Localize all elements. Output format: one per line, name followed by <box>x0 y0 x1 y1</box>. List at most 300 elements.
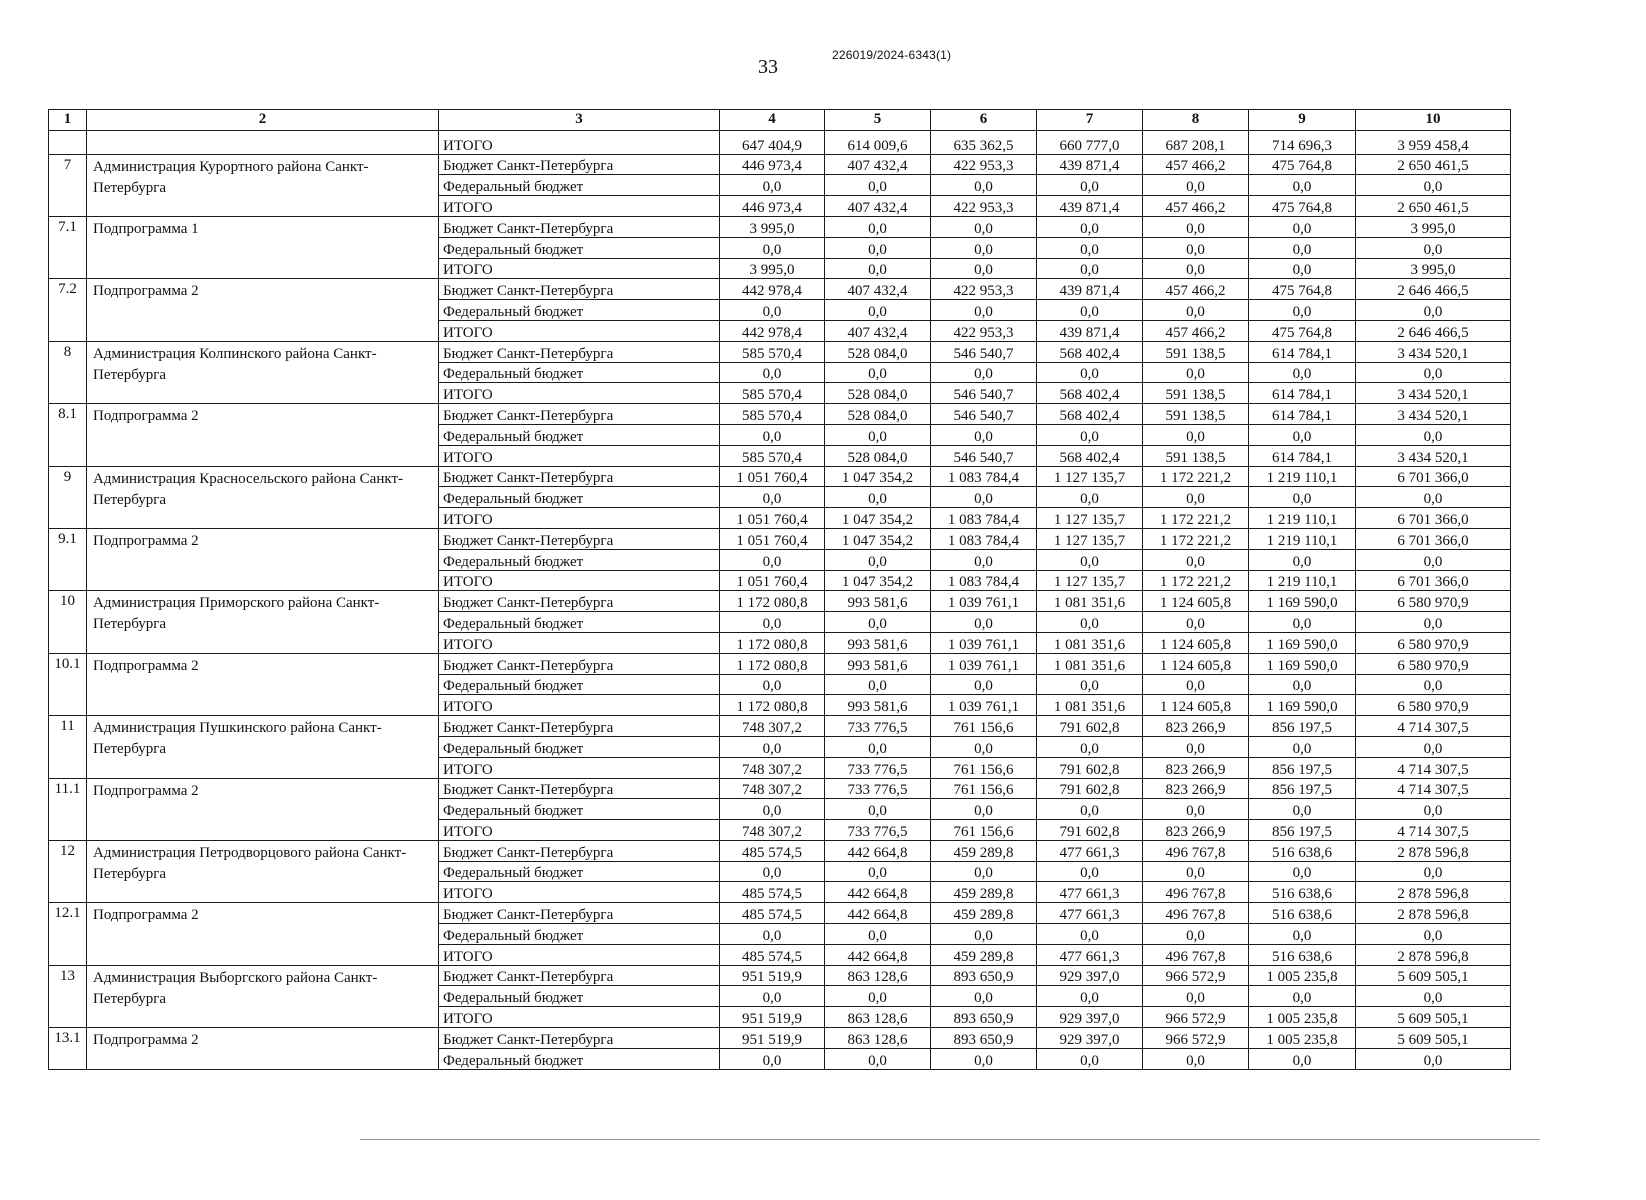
amount-cell: 442 978,4 <box>720 279 825 300</box>
entity-name: Подпрограмма 2 <box>87 279 439 341</box>
amount-cell: 591 138,5 <box>1143 383 1249 404</box>
amount-cell: 0,0 <box>931 986 1037 1007</box>
amount-cell: 516 638,6 <box>1249 903 1356 924</box>
amount-cell: 1 124 605,8 <box>1143 591 1249 612</box>
amount-cell: 1 172 221,2 <box>1143 508 1249 529</box>
amount-cell: 614 784,1 <box>1249 404 1356 425</box>
entity-name: Администрация Выборгского района Санкт-Петербурга <box>87 965 439 1027</box>
row-number: 11 <box>49 716 87 778</box>
amount-cell: 0,0 <box>825 487 931 508</box>
amount-cell: 585 570,4 <box>720 341 825 362</box>
amount-cell: 4 714 307,5 <box>1356 757 1511 778</box>
amount-cell: 459 289,8 <box>931 944 1037 965</box>
amount-cell: 0,0 <box>720 799 825 820</box>
amount-cell: 2 878 596,8 <box>1356 840 1511 861</box>
table-row <box>49 778 1511 799</box>
amount-cell: 863 128,6 <box>825 965 931 986</box>
table-row <box>49 279 1511 300</box>
funding-source: ИТОГО <box>439 196 720 217</box>
amount-cell: 0,0 <box>1356 799 1511 820</box>
amount-cell: 0,0 <box>1356 237 1511 258</box>
amount-cell: 0,0 <box>825 924 931 945</box>
amount-cell: 585 570,4 <box>720 383 825 404</box>
amount-cell: 966 572,9 <box>1143 1028 1249 1049</box>
document-id: 226019/2024-6343(1) <box>832 48 952 62</box>
row-number: 8.1 <box>49 404 87 466</box>
amount-cell: 422 953,3 <box>931 154 1037 175</box>
amount-cell: 0,0 <box>1249 799 1356 820</box>
amount-cell: 993 581,6 <box>825 591 931 612</box>
funding-source: Бюджет Санкт-Петербурга <box>439 341 720 362</box>
amount-cell: 0,0 <box>1249 612 1356 633</box>
entity-name: Администрация Петродворцового района Санкт-Петербурга <box>87 840 439 902</box>
table-row <box>49 965 1511 986</box>
page-number: 33 <box>758 56 778 78</box>
funding-source: Федеральный бюджет <box>439 612 720 633</box>
amount-cell: 0,0 <box>825 424 931 445</box>
amount-cell: 761 156,6 <box>931 716 1037 737</box>
amount-cell: 516 638,6 <box>1249 882 1356 903</box>
funding-source: ИТОГО <box>439 570 720 591</box>
amount-cell: 496 767,8 <box>1143 903 1249 924</box>
funding-source: ИТОГО <box>439 820 720 841</box>
funding-source: Федеральный бюджет <box>439 362 720 383</box>
column-header: 10 <box>1356 110 1511 131</box>
funding-source: Федеральный бюджет <box>439 237 720 258</box>
amount-cell: 660 777,0 <box>1037 130 1143 154</box>
row-number: 13 <box>49 965 87 1027</box>
amount-cell: 442 664,8 <box>825 903 931 924</box>
amount-cell: 439 871,4 <box>1037 196 1143 217</box>
amount-cell: 733 776,5 <box>825 757 931 778</box>
amount-cell: 439 871,4 <box>1037 154 1143 175</box>
amount-cell: 546 540,7 <box>931 445 1037 466</box>
amount-cell: 477 661,3 <box>1037 903 1143 924</box>
table-row <box>49 130 1511 154</box>
amount-cell: 856 197,5 <box>1249 820 1356 841</box>
funding-source: Бюджет Санкт-Петербурга <box>439 404 720 425</box>
amount-cell: 0,0 <box>1037 258 1143 279</box>
amount-cell: 475 764,8 <box>1249 320 1356 341</box>
amount-cell: 966 572,9 <box>1143 965 1249 986</box>
amount-cell: 1 219 110,1 <box>1249 466 1356 487</box>
amount-cell: 0,0 <box>1356 986 1511 1007</box>
amount-cell: 0,0 <box>1143 258 1249 279</box>
amount-cell: 422 953,3 <box>931 196 1037 217</box>
column-header: 3 <box>439 110 720 131</box>
amount-cell: 475 764,8 <box>1249 154 1356 175</box>
entity-name: Администрация Курортного района Санкт-Петербурга <box>87 154 439 216</box>
amount-cell: 516 638,6 <box>1249 944 1356 965</box>
amount-cell: 761 156,6 <box>931 757 1037 778</box>
funding-source: ИТОГО <box>439 757 720 778</box>
amount-cell: 3 995,0 <box>1356 258 1511 279</box>
amount-cell: 1 172 080,8 <box>720 591 825 612</box>
amount-cell: 0,0 <box>1143 175 1249 196</box>
amount-cell: 0,0 <box>1143 861 1249 882</box>
funding-source: Бюджет Санкт-Петербурга <box>439 653 720 674</box>
amount-cell: 4 714 307,5 <box>1356 820 1511 841</box>
amount-cell: 0,0 <box>1249 175 1356 196</box>
funding-source: Бюджет Санкт-Петербурга <box>439 1028 720 1049</box>
funding-source: Бюджет Санкт-Петербурга <box>439 216 720 237</box>
amount-cell: 1 219 110,1 <box>1249 528 1356 549</box>
amount-cell: 893 650,9 <box>931 1028 1037 1049</box>
amount-cell: 2 878 596,8 <box>1356 944 1511 965</box>
amount-cell: 3 434 520,1 <box>1356 341 1511 362</box>
amount-cell: 585 570,4 <box>720 445 825 466</box>
amount-cell: 0,0 <box>825 674 931 695</box>
amount-cell: 3 434 520,1 <box>1356 445 1511 466</box>
table-row <box>49 154 1511 175</box>
amount-cell: 0,0 <box>1143 924 1249 945</box>
amount-cell: 893 650,9 <box>931 1007 1037 1028</box>
amount-cell: 0,0 <box>931 799 1037 820</box>
amount-cell: 1 127 135,7 <box>1037 570 1143 591</box>
amount-cell: 457 466,2 <box>1143 320 1249 341</box>
amount-cell: 0,0 <box>825 300 931 321</box>
amount-cell: 1 083 784,4 <box>931 466 1037 487</box>
amount-cell: 0,0 <box>720 175 825 196</box>
amount-cell: 1 083 784,4 <box>931 508 1037 529</box>
amount-cell: 0,0 <box>1249 258 1356 279</box>
entity-name: Подпрограмма 2 <box>87 653 439 715</box>
amount-cell: 2 646 466,5 <box>1356 279 1511 300</box>
funding-source: Федеральный бюджет <box>439 861 720 882</box>
amount-cell: 442 978,4 <box>720 320 825 341</box>
funding-source: Федеральный бюджет <box>439 799 720 820</box>
amount-cell: 1 081 351,6 <box>1037 632 1143 653</box>
amount-cell: 2 878 596,8 <box>1356 882 1511 903</box>
amount-cell: 0,0 <box>1143 424 1249 445</box>
amount-cell: 3 434 520,1 <box>1356 404 1511 425</box>
row-number: 9 <box>49 466 87 528</box>
amount-cell: 1 047 354,2 <box>825 466 931 487</box>
amount-cell: 6 580 970,9 <box>1356 591 1511 612</box>
amount-cell: 496 767,8 <box>1143 882 1249 903</box>
amount-cell: 5 609 505,1 <box>1356 1007 1511 1028</box>
amount-cell: 0,0 <box>1356 924 1511 945</box>
amount-cell: 0,0 <box>931 487 1037 508</box>
row-number: 11.1 <box>49 778 87 840</box>
amount-cell: 407 432,4 <box>825 196 931 217</box>
amount-cell: 0,0 <box>1037 736 1143 757</box>
amount-cell: 0,0 <box>1143 612 1249 633</box>
row-number: 10 <box>49 591 87 653</box>
amount-cell: 1 039 761,1 <box>931 653 1037 674</box>
amount-cell: 0,0 <box>1143 674 1249 695</box>
amount-cell: 528 084,0 <box>825 341 931 362</box>
amount-cell: 6 580 970,9 <box>1356 632 1511 653</box>
amount-cell: 0,0 <box>1037 799 1143 820</box>
amount-cell: 528 084,0 <box>825 404 931 425</box>
amount-cell: 0,0 <box>931 258 1037 279</box>
amount-cell: 0,0 <box>1143 549 1249 570</box>
amount-cell: 0,0 <box>825 736 931 757</box>
amount-cell: 748 307,2 <box>720 820 825 841</box>
amount-cell: 1 051 760,4 <box>720 528 825 549</box>
amount-cell: 0,0 <box>931 424 1037 445</box>
column-header: 5 <box>825 110 931 131</box>
amount-cell: 1 172 080,8 <box>720 653 825 674</box>
amount-cell: 585 570,4 <box>720 404 825 425</box>
amount-cell: 546 540,7 <box>931 383 1037 404</box>
amount-cell: 761 156,6 <box>931 820 1037 841</box>
amount-cell: 0,0 <box>825 986 931 1007</box>
amount-cell: 0,0 <box>1037 216 1143 237</box>
amount-cell: 0,0 <box>931 216 1037 237</box>
amount-cell: 0,0 <box>1143 362 1249 383</box>
amount-cell: 0,0 <box>720 986 825 1007</box>
funding-source: Бюджет Санкт-Петербурга <box>439 591 720 612</box>
amount-cell: 0,0 <box>1143 1048 1249 1069</box>
amount-cell: 2 646 466,5 <box>1356 320 1511 341</box>
amount-cell: 0,0 <box>1037 1048 1143 1069</box>
amount-cell: 0,0 <box>1143 986 1249 1007</box>
amount-cell: 1 124 605,8 <box>1143 653 1249 674</box>
amount-cell: 714 696,3 <box>1249 130 1356 154</box>
amount-cell: 0,0 <box>825 861 931 882</box>
amount-cell: 0,0 <box>825 612 931 633</box>
table-row <box>49 216 1511 237</box>
amount-cell: 0,0 <box>1356 674 1511 695</box>
funding-source: Бюджет Санкт-Петербурга <box>439 154 720 175</box>
amount-cell: 0,0 <box>1356 549 1511 570</box>
amount-cell: 761 156,6 <box>931 778 1037 799</box>
row-number: 7 <box>49 154 87 216</box>
amount-cell: 0,0 <box>1037 861 1143 882</box>
amount-cell: 0,0 <box>1143 216 1249 237</box>
funding-source: ИТОГО <box>439 320 720 341</box>
funding-source: Бюджет Санкт-Петербурга <box>439 279 720 300</box>
amount-cell: 993 581,6 <box>825 632 931 653</box>
amount-cell: 1 219 110,1 <box>1249 570 1356 591</box>
amount-cell: 687 208,1 <box>1143 130 1249 154</box>
amount-cell: 1 039 761,1 <box>931 591 1037 612</box>
amount-cell: 0,0 <box>1037 237 1143 258</box>
amount-cell: 485 574,5 <box>720 882 825 903</box>
amount-cell: 0,0 <box>1356 175 1511 196</box>
amount-cell: 647 404,9 <box>720 130 825 154</box>
amount-cell: 1 051 760,4 <box>720 466 825 487</box>
amount-cell: 748 307,2 <box>720 778 825 799</box>
amount-cell: 568 402,4 <box>1037 404 1143 425</box>
amount-cell: 893 650,9 <box>931 965 1037 986</box>
funding-source: ИТОГО <box>439 944 720 965</box>
amount-cell: 614 784,1 <box>1249 341 1356 362</box>
amount-cell: 0,0 <box>1143 799 1249 820</box>
funding-source: ИТОГО <box>439 508 720 529</box>
amount-cell: 568 402,4 <box>1037 445 1143 466</box>
amount-cell: 1 172 080,8 <box>720 632 825 653</box>
funding-source: Бюджет Санкт-Петербурга <box>439 716 720 737</box>
amount-cell: 0,0 <box>1037 986 1143 1007</box>
amount-cell: 791 602,8 <box>1037 716 1143 737</box>
amount-cell: 823 266,9 <box>1143 778 1249 799</box>
amount-cell: 0,0 <box>1143 237 1249 258</box>
amount-cell: 1 127 135,7 <box>1037 466 1143 487</box>
column-header: 8 <box>1143 110 1249 131</box>
amount-cell: 477 661,3 <box>1037 840 1143 861</box>
funding-source: Федеральный бюджет <box>439 487 720 508</box>
amount-cell: 1 081 351,6 <box>1037 695 1143 716</box>
amount-cell: 477 661,3 <box>1037 944 1143 965</box>
amount-cell: 1 169 590,0 <box>1249 632 1356 653</box>
amount-cell: 791 602,8 <box>1037 820 1143 841</box>
column-header: 1 <box>49 110 87 131</box>
column-header: 6 <box>931 110 1037 131</box>
funding-source: Федеральный бюджет <box>439 986 720 1007</box>
entity-name: Администрация Приморского района Санкт-Петербурга <box>87 591 439 653</box>
amount-cell: 635 362,5 <box>931 130 1037 154</box>
amount-cell: 0,0 <box>931 362 1037 383</box>
amount-cell: 0,0 <box>720 612 825 633</box>
amount-cell: 496 767,8 <box>1143 840 1249 861</box>
amount-cell: 0,0 <box>1356 1048 1511 1069</box>
funding-source: Федеральный бюджет <box>439 549 720 570</box>
amount-cell: 1 083 784,4 <box>931 528 1037 549</box>
entity-name: Подпрограмма 2 <box>87 528 439 590</box>
amount-cell: 856 197,5 <box>1249 757 1356 778</box>
amount-cell: 1 169 590,0 <box>1249 653 1356 674</box>
column-number-row <box>49 110 1511 131</box>
amount-cell: 6 701 366,0 <box>1356 508 1511 529</box>
amount-cell: 0,0 <box>931 175 1037 196</box>
funding-source: Бюджет Санкт-Петербурга <box>439 466 720 487</box>
amount-cell: 1 047 354,2 <box>825 570 931 591</box>
amount-cell: 0,0 <box>1037 549 1143 570</box>
funding-source: ИТОГО <box>439 383 720 404</box>
funding-source: Бюджет Санкт-Петербурга <box>439 965 720 986</box>
funding-source: Бюджет Санкт-Петербурга <box>439 778 720 799</box>
amount-cell: 0,0 <box>1143 736 1249 757</box>
amount-cell: 929 397,0 <box>1037 1028 1143 1049</box>
funding-source: Федеральный бюджет <box>439 300 720 321</box>
funding-source: ИТОГО <box>439 632 720 653</box>
amount-cell: 485 574,5 <box>720 840 825 861</box>
row-number: 7.2 <box>49 279 87 341</box>
amount-cell: 856 197,5 <box>1249 716 1356 737</box>
amount-cell: 0,0 <box>1037 487 1143 508</box>
entity-name: Администрация Колпинского района Санкт-Петербурга <box>87 341 439 403</box>
amount-cell: 568 402,4 <box>1037 383 1143 404</box>
funding-source: Федеральный бюджет <box>439 424 720 445</box>
entity-name <box>87 130 439 154</box>
table-row <box>49 591 1511 612</box>
amount-cell: 477 661,3 <box>1037 882 1143 903</box>
amount-cell: 407 432,4 <box>825 279 931 300</box>
amount-cell: 929 397,0 <box>1037 1007 1143 1028</box>
entity-name: Администрация Пушкинского района Санкт-Петербурга <box>87 716 439 778</box>
amount-cell: 0,0 <box>1249 1048 1356 1069</box>
amount-cell: 993 581,6 <box>825 695 931 716</box>
amount-cell: 439 871,4 <box>1037 320 1143 341</box>
amount-cell: 0,0 <box>825 549 931 570</box>
amount-cell: 0,0 <box>1249 986 1356 1007</box>
amount-cell: 929 397,0 <box>1037 965 1143 986</box>
amount-cell: 528 084,0 <box>825 445 931 466</box>
amount-cell: 407 432,4 <box>825 154 931 175</box>
amount-cell: 733 776,5 <box>825 820 931 841</box>
amount-cell: 0,0 <box>1037 924 1143 945</box>
table-row <box>49 653 1511 674</box>
amount-cell: 748 307,2 <box>720 757 825 778</box>
amount-cell: 0,0 <box>1249 216 1356 237</box>
amount-cell: 0,0 <box>1356 612 1511 633</box>
funding-source: Федеральный бюджет <box>439 924 720 945</box>
amount-cell: 446 973,4 <box>720 196 825 217</box>
amount-cell: 0,0 <box>1356 487 1511 508</box>
amount-cell: 1 051 760,4 <box>720 508 825 529</box>
amount-cell: 591 138,5 <box>1143 445 1249 466</box>
amount-cell: 1 047 354,2 <box>825 508 931 529</box>
amount-cell: 0,0 <box>1037 424 1143 445</box>
table-row <box>49 1028 1511 1049</box>
amount-cell: 2 650 461,5 <box>1356 196 1511 217</box>
amount-cell: 1 172 080,8 <box>720 695 825 716</box>
amount-cell: 1 169 590,0 <box>1249 591 1356 612</box>
amount-cell: 457 466,2 <box>1143 196 1249 217</box>
row-number: 8 <box>49 341 87 403</box>
amount-cell: 568 402,4 <box>1037 341 1143 362</box>
amount-cell: 0,0 <box>931 300 1037 321</box>
amount-cell: 614 784,1 <box>1249 383 1356 404</box>
amount-cell: 0,0 <box>1356 362 1511 383</box>
row-number: 9.1 <box>49 528 87 590</box>
amount-cell: 0,0 <box>1249 674 1356 695</box>
row-number: 13.1 <box>49 1028 87 1070</box>
budget-table <box>48 109 1511 1070</box>
column-header: 7 <box>1037 110 1143 131</box>
amount-cell: 0,0 <box>1249 300 1356 321</box>
table-row <box>49 404 1511 425</box>
amount-cell: 0,0 <box>720 424 825 445</box>
amount-cell: 0,0 <box>1143 487 1249 508</box>
amount-cell: 1 039 761,1 <box>931 695 1037 716</box>
funding-source: ИТОГО <box>439 258 720 279</box>
table-row <box>49 903 1511 924</box>
funding-source: ИТОГО <box>439 882 720 903</box>
amount-cell: 733 776,5 <box>825 778 931 799</box>
amount-cell: 3 995,0 <box>720 216 825 237</box>
amount-cell: 0,0 <box>720 1048 825 1069</box>
amount-cell: 1 127 135,7 <box>1037 508 1143 529</box>
amount-cell: 459 289,8 <box>931 882 1037 903</box>
funding-source: ИТОГО <box>439 1007 720 1028</box>
amount-cell: 0,0 <box>931 237 1037 258</box>
amount-cell: 475 764,8 <box>1249 196 1356 217</box>
column-header: 9 <box>1249 110 1356 131</box>
amount-cell: 459 289,8 <box>931 840 1037 861</box>
amount-cell: 0,0 <box>825 258 931 279</box>
funding-source: Бюджет Санкт-Петербурга <box>439 840 720 861</box>
amount-cell: 5 609 505,1 <box>1356 1028 1511 1049</box>
amount-cell: 6 580 970,9 <box>1356 695 1511 716</box>
amount-cell: 1 172 221,2 <box>1143 466 1249 487</box>
amount-cell: 457 466,2 <box>1143 154 1249 175</box>
amount-cell: 823 266,9 <box>1143 820 1249 841</box>
amount-cell: 1 005 235,8 <box>1249 1007 1356 1028</box>
amount-cell: 0,0 <box>1249 924 1356 945</box>
amount-cell: 3 995,0 <box>1356 216 1511 237</box>
funding-source: ИТОГО <box>439 695 720 716</box>
amount-cell: 0,0 <box>825 362 931 383</box>
amount-cell: 0,0 <box>1249 549 1356 570</box>
amount-cell: 0,0 <box>1356 861 1511 882</box>
funding-source: ИТОГО <box>439 130 720 154</box>
amount-cell: 3 995,0 <box>720 258 825 279</box>
entity-name: Подпрограмма 2 <box>87 404 439 466</box>
